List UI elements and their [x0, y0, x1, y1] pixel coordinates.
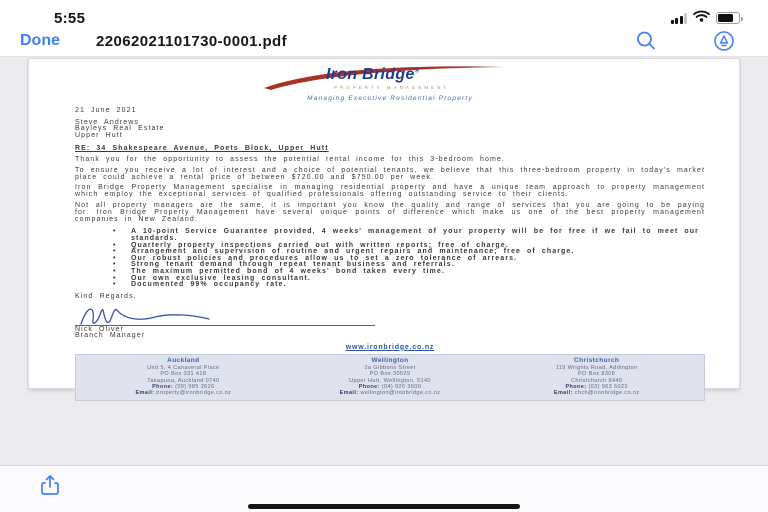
list-item: • The maximum permitted bond of 4 weeks' bond taken every time.	[113, 268, 445, 276]
markup-icon[interactable]	[712, 29, 736, 53]
battery-icon	[716, 12, 740, 24]
website-link: www.ironbridge.co.nz	[345, 343, 435, 351]
signature-scribble-icon	[75, 302, 235, 328]
list-item: • Our own exclusive leasing consultant.	[113, 274, 311, 282]
wifi-icon	[693, 9, 710, 27]
logo-subtitle: PROPERTY MANAGEMENT	[334, 85, 450, 90]
pdf-page	[28, 58, 740, 397]
home-indicator[interactable]	[248, 504, 520, 509]
nav-bar	[0, 30, 768, 57]
paragraph-2: To ensure you receive a lot of interest and a choice of potential tenants, we believe that this three-bedroom property in today's market place could achieve a rental price of between $720.00 and $750.00 per week.	[75, 166, 705, 181]
paragraph-4: Not all property managers are the same, it is important you know the quality and range of services that you are going to be paying for. Iron Bridge Property Management have several unique points of difference which make us one of the best property management companies in New Zealand:	[75, 202, 705, 223]
list-item: • Documented 99% occupancy rate.	[113, 281, 287, 289]
recipient-company: Bayleys Real Estate	[75, 125, 165, 133]
list-item: • Quarterly property inspections carried out with written reports; free of charge.	[113, 241, 509, 249]
status-bar	[0, 0, 768, 30]
list-item: • Our robust policies and procedures allow us to set a zero tolerance of arrears.	[113, 254, 518, 262]
iron-bridge-logo	[264, 64, 516, 92]
registered-mark: ®	[414, 68, 420, 75]
letter-date: 21 June 2021	[75, 107, 137, 114]
office-footer	[75, 354, 705, 402]
recipient-block	[75, 120, 705, 140]
document-scroll-area[interactable]	[0, 57, 768, 465]
list-item: • Strong tenant demand through repeat tenant business and referrals.	[113, 261, 455, 269]
signature	[75, 302, 375, 326]
signatory-title: Branch Manager	[75, 332, 146, 340]
done-button[interactable]: Done	[20, 32, 60, 49]
list-item: • Arrangement and supervision of routine and urgent repairs and maintenance; free of charge.	[113, 248, 575, 256]
list-item: • A 10-point Service Guarantee provided, 4 weeks' management of your property will be for free if we fail to meet our standards.	[113, 228, 699, 243]
office-auckland: Auckland Unit 5, 4 Canaveral Place PO Box 331 418 Takapuna, Auckland 0740 Phone: (09) 985 2626 Email: property@ironbridge.co.nz	[135, 356, 232, 397]
logo-tagline: Managing Executive Residential Property	[307, 95, 473, 102]
signatory-name: Nick Oliver	[75, 325, 124, 333]
status-time: 5:55	[54, 9, 86, 27]
document-title: 22062021101730-0001.pdf	[96, 32, 288, 50]
paragraph-3: Iron Bridge Property Management specialise in managing residential property and have a unique team approach to property management which employ the exceptional services of qualified professionals offering outstanding service to their clients.	[75, 184, 705, 199]
subject-line: RE: 34 Shakespeare Avenue, Poets Block, Upper Hutt	[75, 145, 329, 153]
logo-wordmark: Iron Bridge®	[326, 66, 420, 83]
share-icon[interactable]	[38, 473, 62, 497]
office-christchurch: Christchurch 119 Wrights Road, Addington PO Box 8308 Christchurch 8440 Phone: (03) 963 5023 Email: chch@ironbridge.co.nz	[553, 356, 640, 397]
cellular-signal-icon	[671, 13, 688, 24]
office-wellington: Wellington 1a Gibbons Street PO Box 30529 Upper Hutt, Wellington, 5140 Phone: (04) 920 3600 Email: wellington@ironbridge.co.nz	[339, 356, 441, 397]
recipient-name: Steve Andrews	[75, 118, 139, 126]
paragraph-1: Thank you for the opportunity to assess the potential rental income for this 3-bedroom home.	[75, 156, 505, 164]
bullet-list	[113, 229, 699, 288]
search-icon[interactable]	[634, 29, 658, 53]
closing-line: Kind Regards,	[75, 292, 137, 300]
bottom-toolbar	[0, 465, 768, 512]
recipient-city: Upper Hutt	[75, 131, 123, 139]
